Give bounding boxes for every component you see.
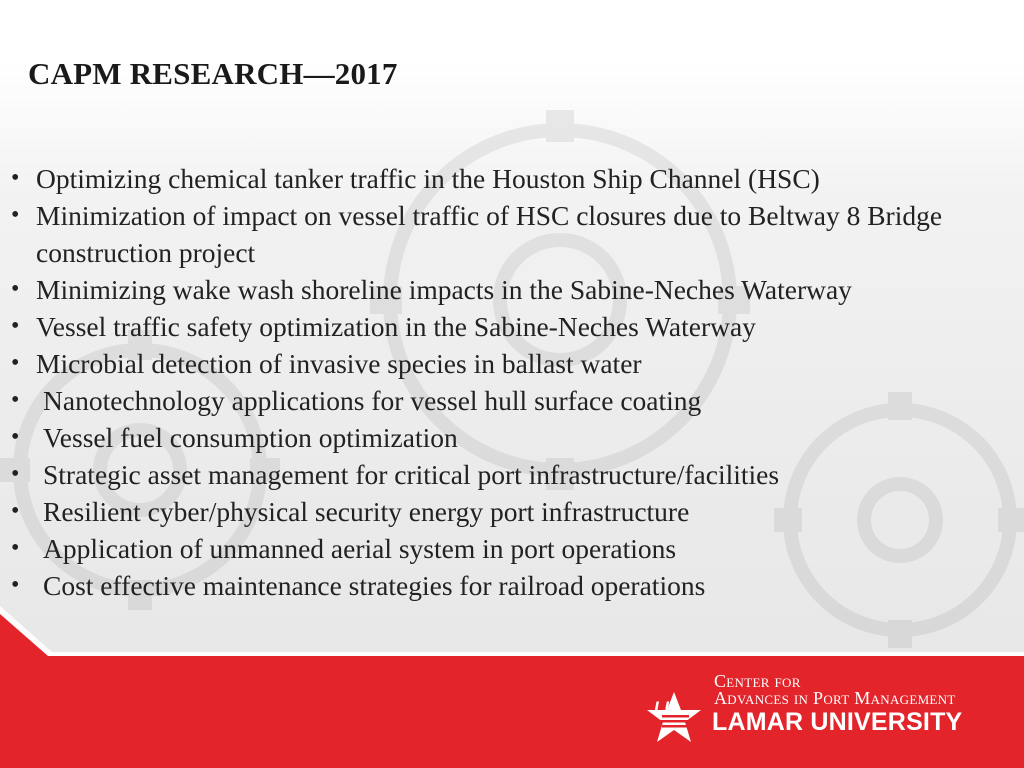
bullet-icon: • (11, 202, 20, 228)
slide-title: CAPM RESEARCH—2017 (28, 56, 398, 91)
center-name (714, 673, 956, 707)
list-item-text: Vessel traffic safety optimization in the Sabine-Neches Waterway (36, 311, 756, 342)
list-item-text: Minimization of impact on vessel traffic of HSC closures due to Beltway 8 Bridge construction project (36, 200, 943, 268)
bullet-icon: • (11, 313, 20, 339)
list-item-text: Strategic asset management for critical port infrastructure/facilities (43, 459, 780, 490)
university-name: LAMAR UNIVERSITY (712, 708, 963, 736)
bullet-icon: • (11, 498, 20, 524)
list-item-text: Application of unmanned aerial system in port operations (43, 533, 677, 564)
list-item-text: Cost effective maintenance strategies for railroad operations (43, 570, 706, 601)
bullet-icon: • (11, 350, 20, 376)
list-item-text: Resilient cyber/physical security energy port infrastructure (43, 496, 690, 527)
bullet-icon: • (11, 387, 20, 413)
bullet-icon: • (11, 165, 20, 191)
center-name-line2: Advances in Port Management (714, 688, 956, 708)
lamar-star-logo-icon (640, 688, 710, 752)
bullet-icon: • (11, 461, 20, 487)
list-item-text: Microbial detection of invasive species in ballast water (36, 348, 642, 379)
logo-monogram: LU (654, 698, 677, 717)
list-item-text: Optimizing chemical tanker traffic in the Houston Ship Channel (HSC) (36, 163, 820, 194)
bullet-icon: • (11, 535, 20, 561)
list-item-text: Minimizing wake wash shoreline impacts in the Sabine-Neches Waterway (36, 274, 852, 305)
list-item-text: Vessel fuel consumption optimization (43, 422, 458, 453)
center-name-line1: Center for (714, 671, 801, 691)
bullet-icon: • (11, 424, 20, 450)
bullet-icon: • (11, 572, 20, 598)
bullet-icon: • (11, 276, 20, 302)
list-item-text: Nanotechnology applications for vessel hull surface coating (43, 385, 702, 416)
